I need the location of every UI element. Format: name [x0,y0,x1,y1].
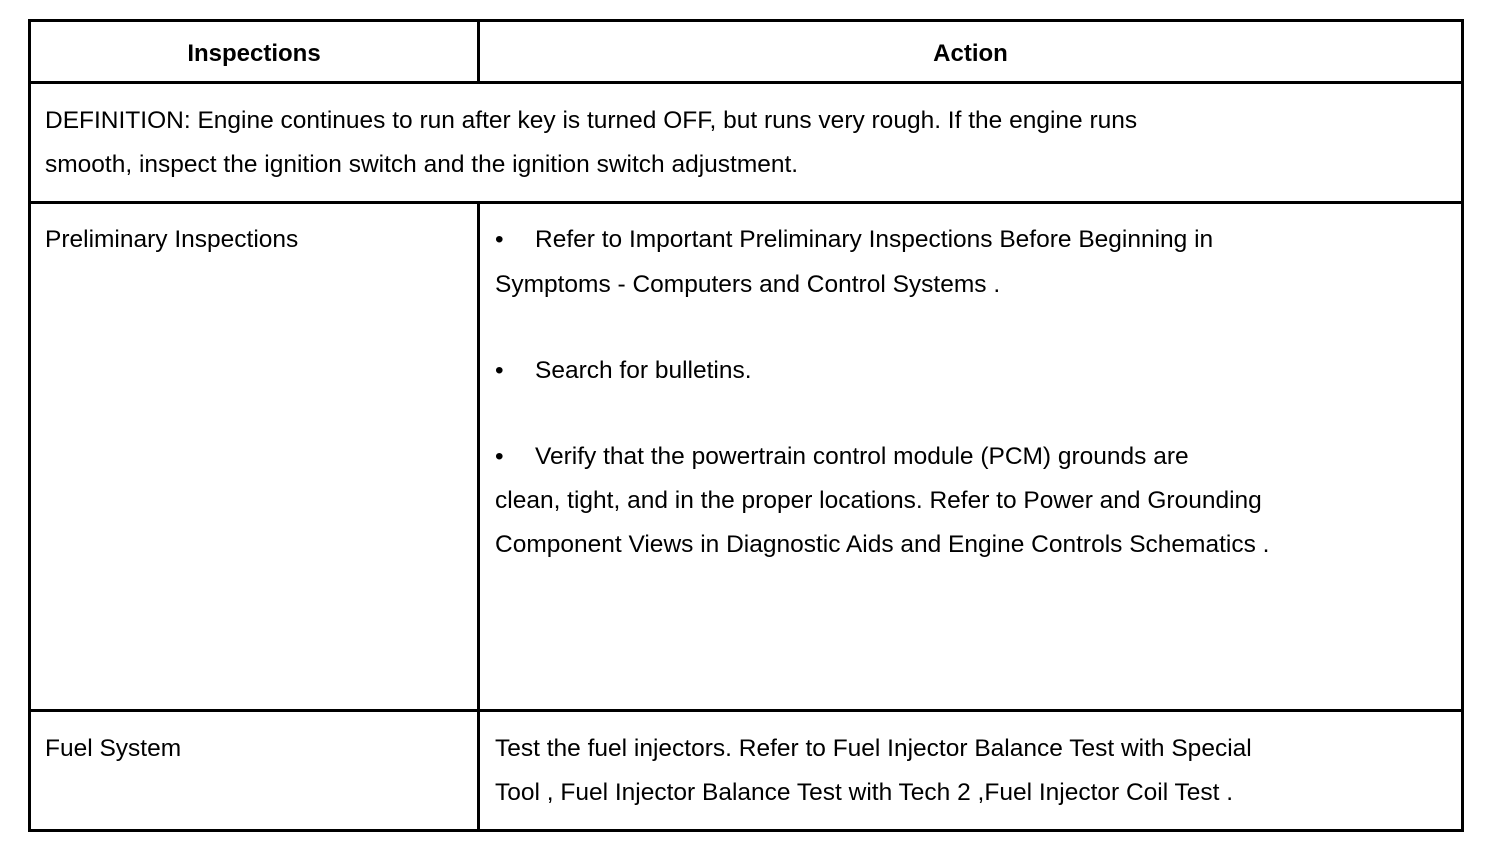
bullet-icon: • [495,443,504,470]
bullet-icon: • [495,226,504,253]
action-item-3-line-3: Component Views in Diagnostic Aids and Engine Controls Schematics . [495,531,1270,558]
header-divider [28,81,1464,84]
column-divider-body [477,201,480,832]
action-item-3-line-1 [495,435,1189,479]
action-item-1-text: Refer to Important Preliminary Inspections Before Beginning in [535,226,1214,253]
table-border-left [28,19,31,832]
action-item-2 [495,349,752,393]
inspection-preliminary: Preliminary Inspections [45,226,299,253]
definition-line-2: smooth, inspect the ignition switch and the ignition switch adjustment. [45,151,799,178]
bullet-icon: • [495,357,504,384]
fuel-action-line-2: Tool , Fuel Injector Balance Test with Tech 2 ,Fuel Injector Coil Test . [495,779,1234,806]
inspection-fuel-system: Fuel System [45,735,182,762]
row-divider [28,709,1464,712]
action-item-1-line-2: Symptoms - Computers and Control Systems . [495,271,1001,298]
action-item-2-text: Search for bulletins. [535,357,752,384]
header-inspections: Inspections [187,40,321,67]
definition-line-1: DEFINITION: Engine continues to run after key is turned OFF, but runs very rough. If the engine runs [45,107,1138,134]
header-action: Action [933,40,1008,67]
action-item-1-line-1 [495,218,1213,262]
table-border-right [1461,19,1464,832]
fuel-action-line-1: Test the fuel injectors. Refer to Fuel Injector Balance Test with Special [495,735,1252,762]
action-item-3-text: Verify that the powertrain control module (PCM) grounds are [535,443,1189,470]
diagnostic-table [28,19,1464,834]
action-item-3-line-2: clean, tight, and in the proper locations. Refer to Power and Grounding [495,487,1262,514]
definition-divider [28,201,1464,204]
table-border-top [28,19,1464,22]
table-border-bottom [28,829,1464,832]
